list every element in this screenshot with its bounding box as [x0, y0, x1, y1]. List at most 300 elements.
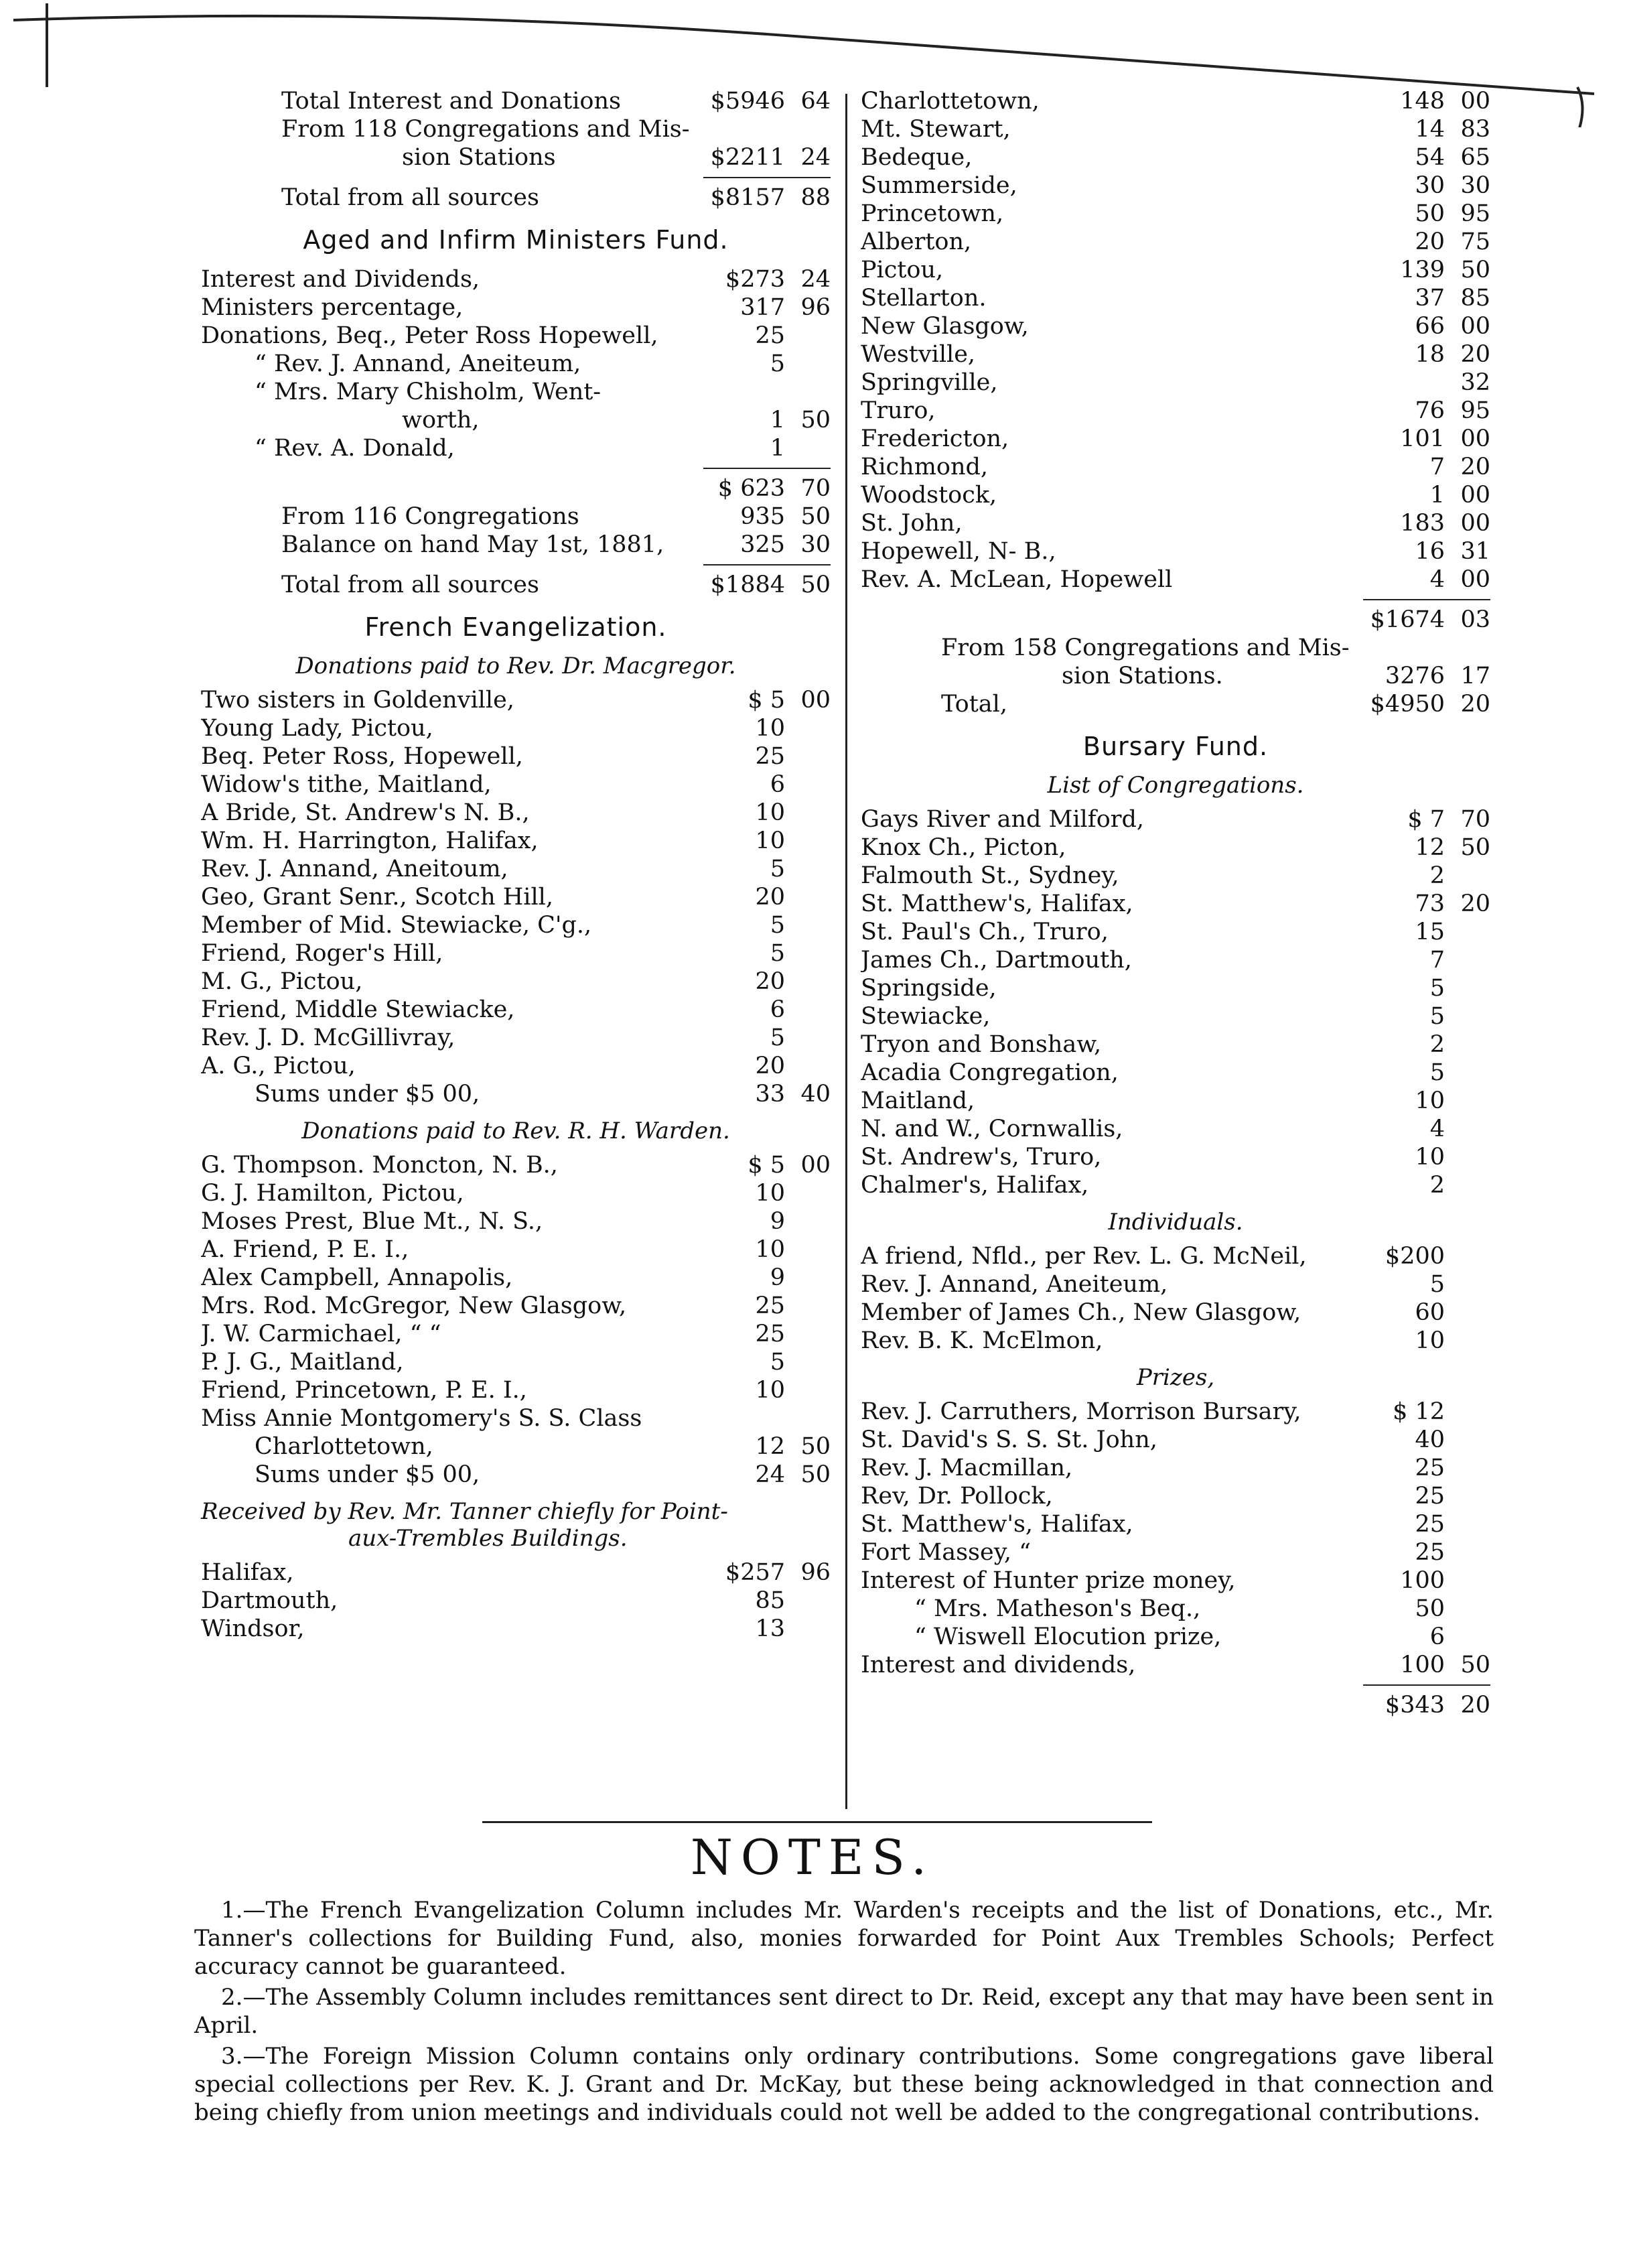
- amount-cents: 30: [800, 531, 831, 558]
- entry-amount: [1363, 340, 1490, 369]
- entry-amount: [703, 265, 831, 293]
- ledger-row: [861, 312, 1490, 340]
- entry-amount: [1363, 172, 1490, 200]
- left-column: [201, 87, 831, 1643]
- subsection-warden: Donations paid to Rev. R. H. Warden.: [301, 1118, 730, 1144]
- ledger-row: [861, 1691, 1490, 1719]
- amount-dollars: 24: [755, 1461, 785, 1488]
- entry-label: From 118 Congregations and Mis-: [281, 116, 690, 143]
- entry-amount: [703, 1432, 831, 1461]
- entry-amount: [703, 1179, 831, 1207]
- amount-cents: 00: [1460, 88, 1490, 115]
- amount-dollars: 37: [1415, 285, 1445, 312]
- entry-amount: [703, 883, 831, 911]
- amount-dollars: 325: [740, 531, 785, 558]
- amount-dollars: $ 5: [748, 1152, 785, 1179]
- amount-dollars: 5: [770, 350, 785, 377]
- entry-amount: [1363, 1087, 1490, 1115]
- amount-dollars: 73: [1415, 890, 1445, 917]
- entry-label: Total,: [941, 691, 1007, 718]
- entry-label: Interest and Dividends,: [201, 266, 480, 293]
- amount-dollars: 33: [755, 1081, 785, 1108]
- entry-amount: [1363, 606, 1490, 634]
- amount-dollars: 6: [770, 996, 785, 1023]
- note-item: 1.—The French Evangelization Column includes Mr. Warden's receipts and the list of Donations, etc., Mr. Tanner's collections for Building Fund, also, monies forwarded for Point Aux Trembles Schools; Perfect accuracy cannot be guaranteed.: [194, 1897, 1494, 1980]
- entry-label: Total Interest and Donations: [281, 88, 622, 115]
- entry-amount: [703, 115, 831, 143]
- entry-amount: [703, 714, 831, 742]
- ledger-row: [201, 143, 831, 172]
- entry-label: M. G., Pictou,: [201, 968, 363, 995]
- amount-cents: 85: [1460, 285, 1490, 312]
- amount-dollars: 14: [1415, 116, 1445, 143]
- entry-label: J. W. Carmichael, “ “: [201, 1321, 441, 1347]
- amount-dollars: 76: [1415, 397, 1445, 424]
- ledger-row: [201, 184, 831, 212]
- amount-dollars: 50: [1415, 1595, 1445, 1622]
- notes-divider: [482, 1821, 1152, 1823]
- ledger-row: [201, 1404, 831, 1432]
- entry-label: Interest and dividends,: [861, 1652, 1136, 1678]
- entry-label: Two sisters in Goldenville,: [201, 687, 514, 714]
- ledger-row: [201, 855, 831, 883]
- amount-dollars: 100: [1400, 1567, 1445, 1594]
- entry-label: Maitland,: [861, 1087, 975, 1114]
- ledger-row: [861, 1566, 1490, 1595]
- entry-label: Ministers percentage,: [201, 294, 464, 321]
- amount-dollars: 66: [1415, 313, 1445, 340]
- total-rule: [703, 177, 831, 178]
- entry-amount: [1363, 565, 1490, 594]
- amount-dollars: $257: [725, 1559, 785, 1586]
- entry-label: Friend, Princetown, P. E. I.,: [201, 1377, 527, 1404]
- ledger-row: [861, 397, 1490, 425]
- total-rule: [1363, 1684, 1490, 1686]
- entry-amount: [1363, 974, 1490, 1002]
- ledger-row: [201, 686, 831, 714]
- amount-cents: 00: [800, 687, 831, 714]
- entry-label: Rev. J. Annand, Aneitoum,: [201, 856, 508, 882]
- amount-cents: 40: [800, 1081, 831, 1108]
- entry-amount: [1363, 1143, 1490, 1171]
- ledger-row: [861, 1482, 1490, 1510]
- amount-dollars: 10: [755, 799, 785, 826]
- entry-label: Wm. H. Harrington, Halifax,: [201, 827, 539, 854]
- amount-cents: 00: [800, 1152, 831, 1179]
- entry-amount: [1363, 1242, 1490, 1270]
- entry-amount: [703, 1615, 831, 1643]
- entry-amount: [703, 571, 831, 599]
- entry-label: Balance on hand May 1st, 1881,: [281, 531, 664, 558]
- ledger-row: [861, 606, 1490, 634]
- entry-amount: [703, 1461, 831, 1489]
- entry-label: Beq. Peter Ross, Hopewell,: [201, 743, 523, 770]
- amount-dollars: 9: [770, 1264, 785, 1291]
- ledger-row: [201, 1432, 831, 1461]
- amount-cents: 50: [800, 1461, 831, 1488]
- entry-label: Rev. A. McLean, Hopewell: [861, 566, 1173, 593]
- ledger-row: [201, 265, 831, 293]
- entry-amount: [703, 474, 831, 503]
- entry-amount: [1363, 1030, 1490, 1059]
- ledger-row: [861, 662, 1490, 690]
- ledger-row: [861, 284, 1490, 312]
- right-column: [861, 87, 1490, 1719]
- amount-dollars: $ 623: [717, 475, 785, 502]
- amount-cents: 96: [800, 294, 831, 321]
- entry-label: worth,: [402, 407, 480, 433]
- entry-amount: [1363, 1595, 1490, 1623]
- entry-amount: [1363, 1298, 1490, 1327]
- amount-cents: 50: [800, 572, 831, 598]
- entry-amount: [1363, 228, 1490, 256]
- entry-amount: [1363, 312, 1490, 340]
- amount-dollars: 5: [1429, 1271, 1445, 1298]
- entry-amount: [1363, 397, 1490, 425]
- entry-label: Truro,: [861, 397, 936, 424]
- ledger-row: [861, 565, 1490, 594]
- amount-dollars: 16: [1415, 538, 1445, 565]
- ledger-row: [201, 503, 831, 531]
- amount-dollars: $273: [725, 266, 785, 293]
- ledger-row: [861, 481, 1490, 509]
- entry-amount: [703, 143, 831, 172]
- entry-label: “ Rev. A. Donald,: [255, 435, 455, 462]
- ledger-row: [201, 474, 831, 503]
- amount-dollars: $4950: [1370, 691, 1445, 718]
- entry-label: Friend, Middle Stewiacke,: [201, 996, 515, 1023]
- ledger-row: [201, 1080, 831, 1108]
- amount-dollars: 5: [770, 940, 785, 967]
- amount-dollars: $1884: [710, 572, 785, 598]
- entry-label: Dartmouth,: [201, 1587, 338, 1614]
- amount-cents: 95: [1460, 397, 1490, 424]
- amount-cents: 70: [800, 475, 831, 502]
- entry-amount: [1363, 918, 1490, 946]
- entry-amount: [1363, 946, 1490, 974]
- amount-dollars: $1674: [1370, 606, 1445, 633]
- entry-amount: [1363, 1454, 1490, 1482]
- entry-amount: [703, 799, 831, 827]
- ledger-row: [201, 378, 831, 406]
- entry-amount: [703, 322, 831, 350]
- ledger-row: [201, 1348, 831, 1376]
- amount-dollars: 10: [755, 1377, 785, 1404]
- entry-label: P. J. G., Maitland,: [201, 1349, 404, 1376]
- amount-dollars: 15: [1415, 919, 1445, 945]
- ledger-row: [861, 1298, 1490, 1327]
- entry-amount: [1363, 369, 1490, 397]
- amount-cents: 50: [800, 407, 831, 433]
- amount-dollars: $ 7: [1407, 806, 1445, 833]
- entry-label: Richmond,: [861, 454, 989, 480]
- amount-dollars: 101: [1400, 425, 1445, 452]
- amount-dollars: 9: [770, 1208, 785, 1235]
- entry-amount: [703, 378, 831, 406]
- ledger-row: [861, 1171, 1490, 1199]
- amount-cents: 00: [1460, 566, 1490, 593]
- entry-label: Stellarton.: [861, 285, 987, 312]
- entry-amount: [703, 503, 831, 531]
- entry-label: Geo, Grant Senr., Scotch Hill,: [201, 884, 553, 911]
- entry-amount: [1363, 1538, 1490, 1566]
- amount-cents: 20: [1460, 890, 1490, 917]
- ledger-row: [861, 537, 1490, 565]
- entry-amount: [1363, 690, 1490, 718]
- entry-label: Donations, Beq., Peter Ross Hopewell,: [201, 322, 658, 349]
- entry-label: A. Friend, P. E. I.,: [201, 1236, 409, 1263]
- entry-label: Widow's tithe, Maitland,: [201, 771, 492, 798]
- amount-dollars: 5: [1429, 975, 1445, 1002]
- amount-dollars: 1: [770, 435, 785, 462]
- subsection-individuals: Individuals.: [1108, 1209, 1243, 1236]
- amount-cents: 96: [800, 1559, 831, 1586]
- entry-label: Charlottetown,: [861, 88, 1040, 115]
- entry-amount: [703, 350, 831, 378]
- amount-dollars: 100: [1400, 1652, 1445, 1678]
- subsection-tanner-line2: aux-Trembles Buildings.: [348, 1525, 628, 1552]
- amount-dollars: 25: [755, 1292, 785, 1319]
- amount-dollars: $343: [1385, 1692, 1445, 1719]
- ledger-row: [861, 1242, 1490, 1270]
- entry-label: Mt. Stewart,: [861, 116, 1011, 143]
- amount-dollars: 30: [1415, 172, 1445, 199]
- entry-label: Alberton,: [861, 228, 972, 255]
- amount-cents: 50: [800, 503, 831, 530]
- amount-dollars: 7: [1429, 454, 1445, 480]
- entry-label: Knox Ch., Picton,: [861, 834, 1066, 861]
- ledger-row: [201, 406, 831, 434]
- entry-amount: [1363, 1623, 1490, 1651]
- amount-dollars: 6: [1429, 1623, 1445, 1650]
- amount-dollars: 13: [755, 1615, 785, 1642]
- ledger-row: [861, 453, 1490, 481]
- entry-amount: [703, 1404, 831, 1432]
- total-rule: [703, 564, 831, 565]
- section-title-aged-infirm: Aged and Infirm Ministers Fund.: [303, 225, 729, 255]
- amount-dollars: 10: [755, 827, 785, 854]
- entry-amount: [1363, 1270, 1490, 1298]
- entry-label: Rev. B. K. McElmon,: [861, 1327, 1103, 1354]
- amount-dollars: 40: [1415, 1426, 1445, 1453]
- total-rule: [1363, 599, 1490, 600]
- entry-label: Stewiacke,: [861, 1003, 991, 1030]
- entry-amount: [1363, 87, 1490, 115]
- entry-amount: [1363, 1115, 1490, 1143]
- amount-cents: 24: [800, 266, 831, 293]
- amount-dollars: 148: [1400, 88, 1445, 115]
- ledger-row: [861, 1398, 1490, 1426]
- ledger-row: [861, 509, 1490, 537]
- entry-amount: [1363, 1510, 1490, 1538]
- amount-cents: 17: [1460, 663, 1490, 689]
- ledger-row: [201, 827, 831, 855]
- entry-label: Interest of Hunter prize money,: [861, 1567, 1236, 1594]
- entry-amount: [703, 1264, 831, 1292]
- ledger-row: [201, 939, 831, 968]
- ledger-row: [201, 1151, 831, 1179]
- amount-dollars: 5: [770, 856, 785, 882]
- amount-dollars: 20: [755, 1053, 785, 1079]
- entry-amount: [1363, 1651, 1490, 1679]
- amount-cents: 64: [800, 88, 831, 115]
- entry-amount: [1363, 1482, 1490, 1510]
- amount-dollars: 20: [755, 968, 785, 995]
- ledger-row: [861, 340, 1490, 369]
- entry-amount: [1363, 833, 1490, 862]
- amount-dollars: 10: [1415, 1144, 1445, 1171]
- entry-label: St. Paul's Ch., Truro,: [861, 919, 1109, 945]
- entry-amount: [703, 996, 831, 1024]
- entry-amount: [1363, 1059, 1490, 1087]
- amount-dollars: 935: [740, 503, 785, 530]
- ledger-row: [201, 322, 831, 350]
- entry-amount: [1363, 537, 1490, 565]
- entry-amount: [1363, 481, 1490, 509]
- ledger-row: [861, 690, 1490, 718]
- entry-label: Friend, Roger's Hill,: [201, 940, 443, 967]
- amount-dollars: $ 12: [1393, 1398, 1445, 1425]
- ledger-row: [861, 228, 1490, 256]
- entry-amount: [1363, 256, 1490, 284]
- note-item: 2.—The Assembly Column includes remittances sent direct to Dr. Reid, except any that may have been sent in April.: [194, 1984, 1494, 2039]
- entry-amount: [703, 742, 831, 771]
- entry-amount: [703, 827, 831, 855]
- amount-dollars: $200: [1385, 1243, 1445, 1270]
- entry-amount: [703, 1052, 831, 1080]
- ledger-row: [201, 1264, 831, 1292]
- amount-cents: 50: [1460, 1652, 1490, 1678]
- subsection-tanner: [201, 1498, 831, 1552]
- entry-amount: [1363, 425, 1490, 453]
- ledger-row: [201, 742, 831, 771]
- entry-label: Bedeque,: [861, 144, 973, 171]
- entry-label: Pictou,: [861, 257, 944, 283]
- entry-amount: [1363, 1566, 1490, 1595]
- entry-amount: [703, 531, 831, 559]
- entry-amount: [1363, 890, 1490, 918]
- ledger-row: [201, 1558, 831, 1587]
- ledger-row: [861, 1115, 1490, 1143]
- amount-dollars: 20: [755, 884, 785, 911]
- entry-label: Member of James Ch., New Glasgow,: [861, 1299, 1301, 1326]
- amount-cents: 75: [1460, 228, 1490, 255]
- entry-amount: [703, 1207, 831, 1236]
- amount-dollars: 25: [1415, 1511, 1445, 1538]
- entry-amount: [703, 1236, 831, 1264]
- entry-label: James Ch., Dartmouth,: [861, 947, 1132, 974]
- section-title-french-evangelization: French Evangelization.: [364, 612, 667, 642]
- entry-label: “ Mrs. Matheson's Beq.,: [914, 1595, 1201, 1622]
- ledger-row: [861, 1143, 1490, 1171]
- ledger-row: [201, 115, 831, 143]
- entry-label: Gays River and Milford,: [861, 806, 1145, 833]
- amount-cents: 95: [1460, 200, 1490, 227]
- amount-cents: 31: [1460, 538, 1490, 565]
- ledger-row: [201, 1207, 831, 1236]
- amount-cents: 30: [1460, 172, 1490, 199]
- column-divider: [845, 94, 847, 1809]
- entry-label: Member of Mid. Stewiacke, C'g.,: [201, 912, 592, 939]
- subsection-prizes: Prizes,: [1136, 1364, 1215, 1391]
- entry-amount: [703, 87, 831, 115]
- entry-label: Acadia Congregation,: [861, 1059, 1119, 1086]
- from-congregations-line1: [861, 634, 1490, 662]
- subsection-macgregor: Donations paid to Rev. Dr. Macgregor.: [295, 653, 736, 679]
- ledger-row: [861, 425, 1490, 453]
- ledger-row: [201, 434, 831, 462]
- entry-amount: [703, 1558, 831, 1587]
- ledger-row: [861, 143, 1490, 172]
- entry-label: Sums under $5 00,: [255, 1081, 480, 1108]
- ledger-row: [201, 883, 831, 911]
- entry-amount: [703, 1587, 831, 1615]
- ledger-row: [201, 87, 831, 115]
- entry-amount: [1363, 284, 1490, 312]
- entry-label: sion Stations.: [1062, 663, 1223, 689]
- ledger-row: [861, 1510, 1490, 1538]
- entry-amount: [703, 1151, 831, 1179]
- amount-dollars: $5946: [710, 88, 785, 115]
- entry-label: Rev. J. D. McGillivray,: [201, 1024, 455, 1051]
- ledger-row: [201, 1376, 831, 1404]
- ledger-row: [201, 1587, 831, 1615]
- ledger-row: [201, 799, 831, 827]
- amount-dollars: 5: [770, 1349, 785, 1376]
- ledger-row: [201, 1615, 831, 1643]
- ledger-row: [201, 350, 831, 378]
- amount-dollars: 18: [1415, 341, 1445, 368]
- entry-label: Total from all sources: [281, 572, 539, 598]
- ledger-row: [201, 1052, 831, 1080]
- entry-amount: [1363, 143, 1490, 172]
- amount-cents: 03: [1460, 606, 1490, 633]
- amount-cents: 50: [800, 1433, 831, 1460]
- entry-amount: [703, 968, 831, 996]
- entry-label: St. David's S. S. St. John,: [861, 1426, 1157, 1453]
- entry-label: Tryon and Bonshaw,: [861, 1031, 1102, 1058]
- entry-label: St. John,: [861, 510, 963, 537]
- amount-cents: 88: [800, 184, 831, 211]
- amount-cents: 00: [1460, 482, 1490, 509]
- entry-amount: [703, 293, 831, 322]
- amount-cents: 50: [1460, 257, 1490, 283]
- amount-dollars: 25: [755, 743, 785, 770]
- ledger-row: [861, 805, 1490, 833]
- entry-label: Mrs. Rod. McGregor, New Glasgow,: [201, 1292, 627, 1319]
- ledger-row: [861, 1538, 1490, 1566]
- entry-amount: [1363, 1327, 1490, 1355]
- entry-amount: [703, 1320, 831, 1348]
- amount-dollars: $8157: [710, 184, 785, 211]
- amount-dollars: 25: [1415, 1539, 1445, 1566]
- ledger-row: [861, 87, 1490, 115]
- ledger-row: [861, 1087, 1490, 1115]
- ledger-row: [861, 1327, 1490, 1355]
- entry-amount: [1363, 509, 1490, 537]
- entry-amount: [1363, 1426, 1490, 1454]
- ledger-row: [201, 531, 831, 559]
- entry-label: New Glasgow,: [861, 313, 1029, 340]
- entry-label: Miss Annie Montgomery's S. S. Class: [201, 1405, 642, 1432]
- ledger-row: [201, 1461, 831, 1489]
- amount-dollars: $ 5: [748, 687, 785, 714]
- entry-amount: [1363, 115, 1490, 143]
- notes-title: NOTES.: [690, 1829, 935, 1885]
- entry-label: St. Matthew's, Halifax,: [861, 890, 1133, 917]
- entry-amount: [703, 686, 831, 714]
- amount-cents: 83: [1460, 116, 1490, 143]
